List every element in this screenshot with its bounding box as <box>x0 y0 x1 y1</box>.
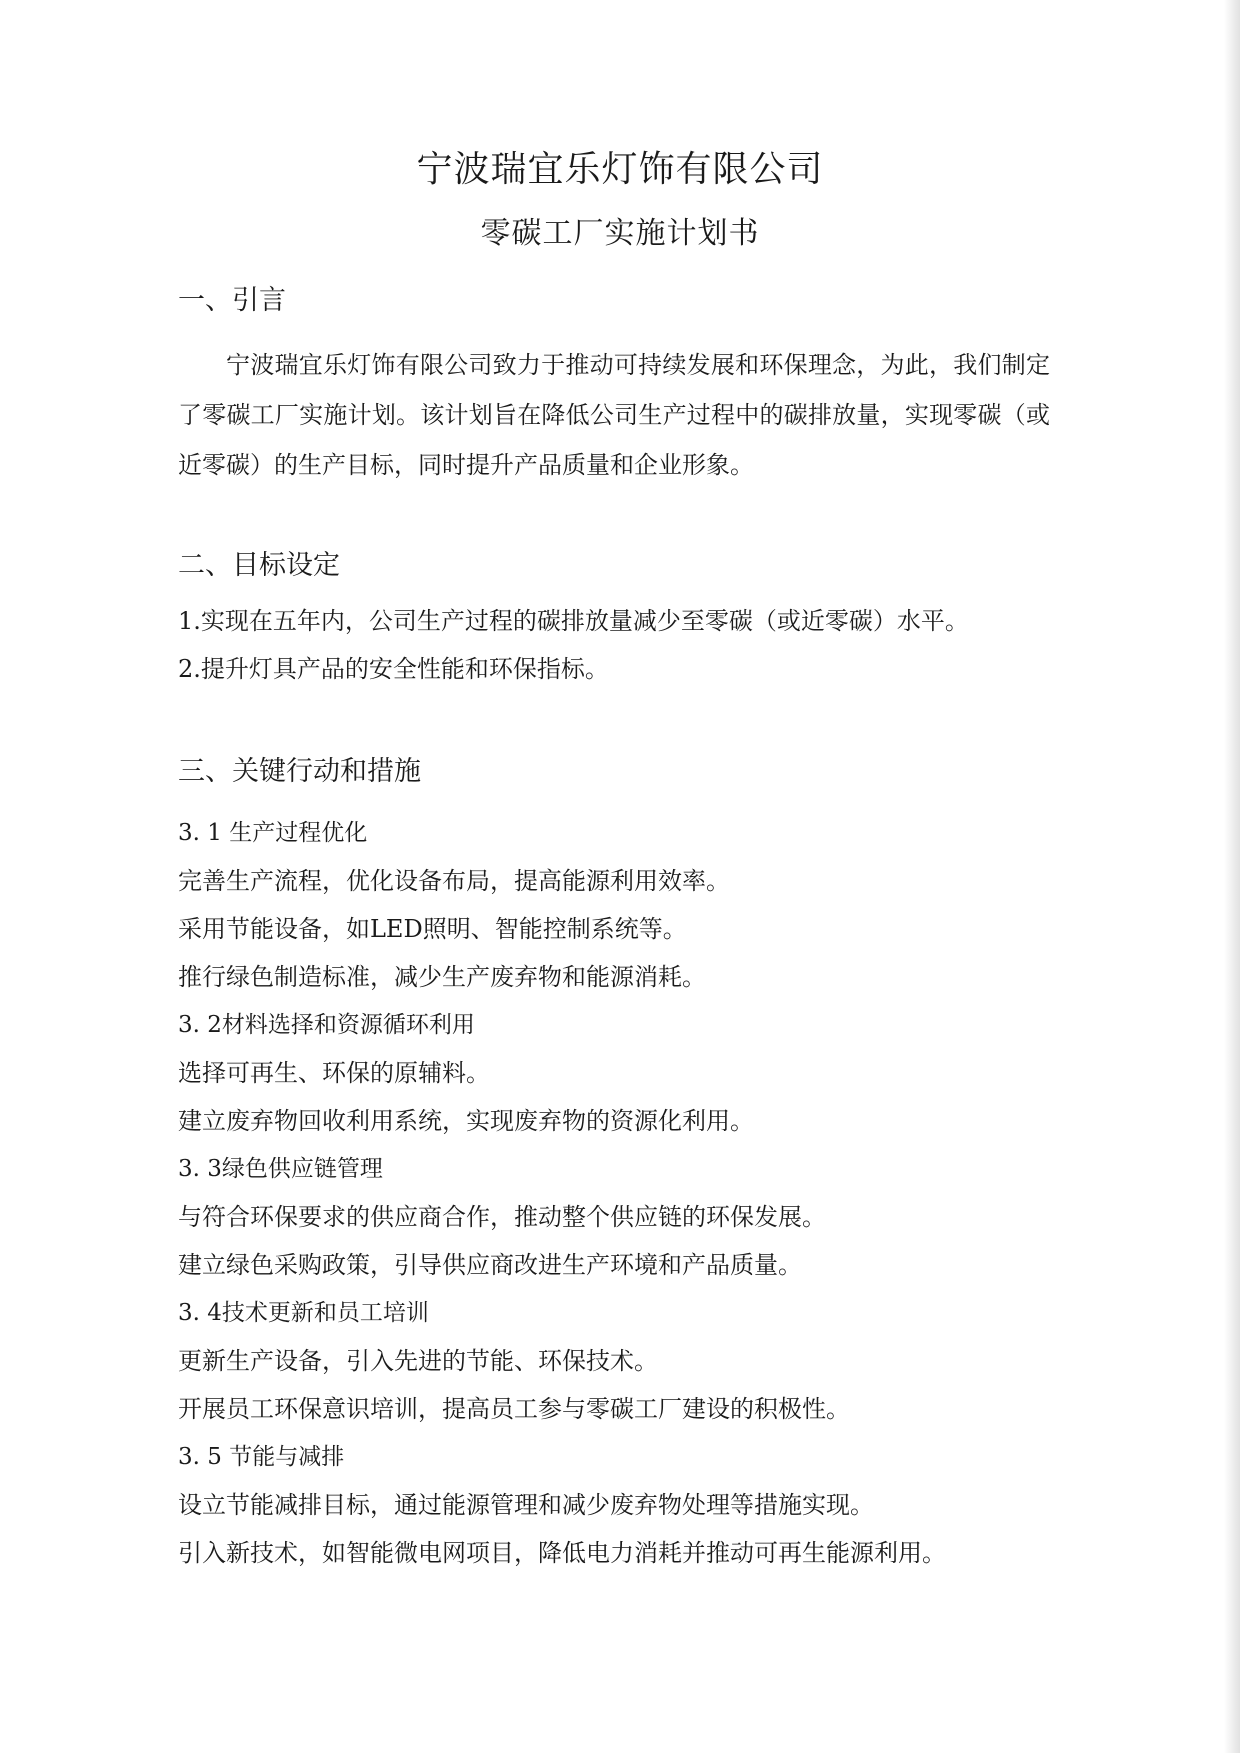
section-heading-actions: 三、关键行动和措施 <box>178 756 421 787</box>
action-line: 与符合环保要求的供应商合作，推动整个供应链的环保发展。 <box>178 1203 826 1231</box>
action-line: 完善生产流程，优化设备布局，提高能源利用效率。 <box>178 867 730 895</box>
action-line: 选择可再生、环保的原辅料。 <box>178 1059 490 1087</box>
document-title: 零碳工厂实施计划书 <box>480 216 760 251</box>
scan-edge-shadow <box>1224 0 1240 1753</box>
subsection-title: 3. 5 节能与减排 <box>178 1444 345 1470</box>
action-line: 建立绿色采购政策，引导供应商改进生产环境和产品质量。 <box>178 1251 802 1279</box>
subsection-title: 3. 1 生产过程优化 <box>178 820 368 846</box>
goal-item: 2.提升灯具产品的安全性能和环保指标。 <box>178 655 609 683</box>
subsection-title: 3. 3绿色供应链管理 <box>178 1156 383 1182</box>
action-line: 采用节能设备，如LED照明、智能控制系统等。 <box>178 915 687 943</box>
action-line: 设立节能减排目标，通过能源管理和减少废弃物处理等措施实现。 <box>178 1491 874 1519</box>
company-title: 宁波瑞宜乐灯饰有限公司 <box>416 149 824 190</box>
action-line: 更新生产设备，引入先进的节能、环保技术。 <box>178 1347 658 1375</box>
action-line: 建立废弃物回收利用系统，实现废弃物的资源化利用。 <box>178 1107 754 1135</box>
intro-paragraph: 宁波瑞宜乐灯饰有限公司致力于推动可持续发展和环保理念，为此，我们制定了零碳工厂实施计划。该计划旨在降低公司生产过程中的碳排放量，实现零碳（或近零碳）的生产目标，同时提升产品质量和企业形象。 <box>178 351 1050 479</box>
subsection-title: 3. 2材料选择和资源循环利用 <box>178 1012 475 1038</box>
action-line: 引入新技术，如智能微电网项目，降低电力消耗并推动可再生能源利用。 <box>178 1539 946 1567</box>
section-heading-intro: 一、引言 <box>178 285 286 316</box>
goal-item: 1.实现在五年内，公司生产过程的碳排放量减少至零碳（或近零碳）水平。 <box>178 607 969 635</box>
section-heading-goals: 二、目标设定 <box>178 550 340 581</box>
subsection-title: 3. 4技术更新和员工培训 <box>178 1300 429 1326</box>
action-line: 开展员工环保意识培训，提高员工参与零碳工厂建设的积极性。 <box>178 1395 850 1423</box>
action-line: 推行绿色制造标准，减少生产废弃物和能源消耗。 <box>178 963 706 991</box>
